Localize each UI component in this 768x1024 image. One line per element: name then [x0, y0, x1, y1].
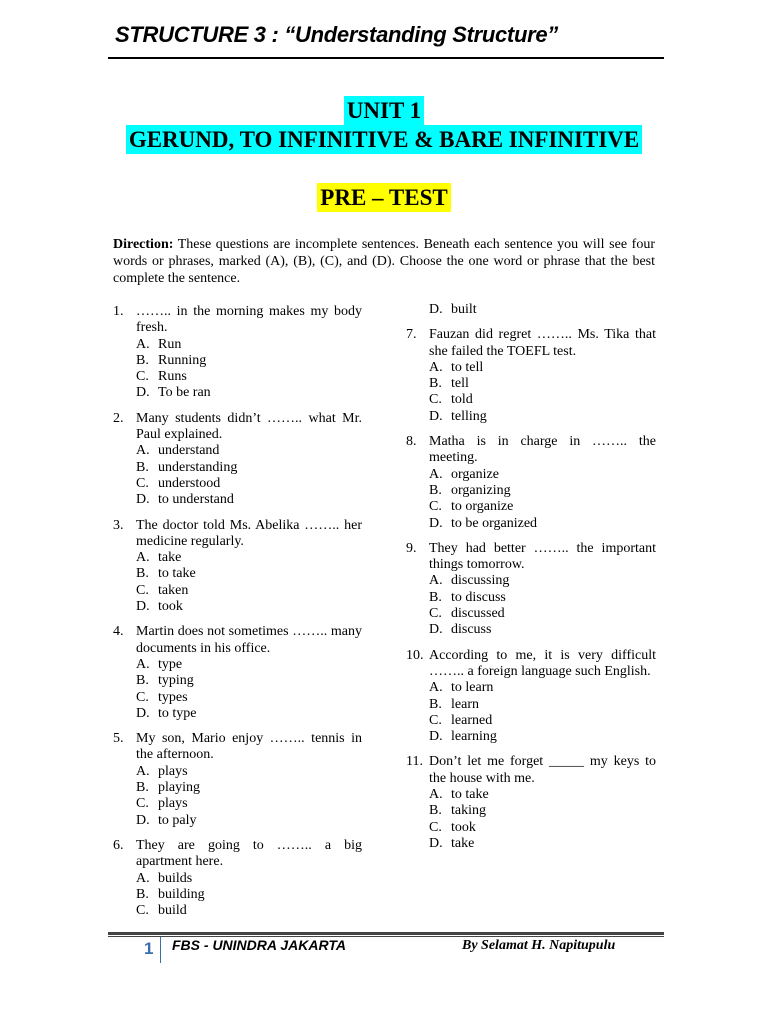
option-letter: B.	[136, 459, 149, 475]
option-text: playing	[158, 780, 200, 796]
option-text: told	[451, 392, 473, 408]
answer-option	[429, 360, 656, 376]
option-text: discussed	[451, 606, 505, 622]
option-text: organize	[451, 466, 499, 482]
option-letter: C.	[429, 499, 442, 515]
option-letter: B.	[429, 696, 442, 712]
answer-option	[136, 550, 362, 566]
option-letter: D.	[136, 812, 150, 828]
question-text: My son, Mario enjoy …….. tennis in the afternoon.	[136, 731, 362, 763]
option-text: plays	[158, 796, 188, 812]
option-letter: A.	[429, 466, 443, 482]
question-text: Martin does not sometimes …….. many documents in his office.	[136, 624, 362, 656]
option-text: build	[158, 903, 187, 919]
question-number: 11.	[406, 754, 423, 770]
document-header-title: STRUCTURE 3 : “Understanding Structure”	[115, 22, 558, 47]
question-number: 8.	[406, 434, 417, 450]
question-6-continued-options	[429, 302, 656, 318]
option-letter: A.	[136, 656, 150, 672]
answer-option	[429, 499, 656, 515]
option-letter: A.	[429, 573, 443, 589]
answer-option	[136, 369, 362, 385]
option-letter: B.	[429, 589, 442, 605]
answer-option	[136, 566, 362, 582]
option-letter: A.	[136, 336, 150, 352]
unit-number: UNIT 1	[344, 96, 424, 125]
answer-option	[429, 803, 656, 819]
option-letter: A.	[429, 359, 443, 375]
option-text: To be ran	[158, 385, 211, 401]
option-letter: D.	[429, 835, 443, 851]
option-letter: D.	[429, 729, 443, 745]
answer-option	[136, 492, 362, 508]
question-item	[406, 648, 656, 746]
answer-option	[136, 871, 362, 887]
option-text: to type	[158, 705, 197, 721]
answer-option	[136, 599, 362, 615]
answer-option	[429, 729, 656, 745]
option-text: building	[158, 886, 205, 902]
option-letter: C.	[429, 606, 442, 622]
option-text: discuss	[451, 622, 492, 638]
option-letter: B.	[136, 566, 149, 582]
question-number: 9.	[406, 540, 417, 556]
page-number-divider	[160, 937, 161, 963]
answer-option	[429, 409, 656, 425]
answer-option	[429, 483, 656, 499]
option-letter: D.	[429, 515, 443, 531]
page-number: 1	[144, 939, 154, 958]
answer-option	[136, 385, 362, 401]
option-text: took	[158, 599, 183, 615]
option-text: Runs	[158, 369, 187, 385]
answer-option	[429, 590, 656, 606]
question-number: 3.	[113, 517, 124, 533]
question-text: They had better …….. the important things tomorrow.	[429, 540, 656, 573]
answer-option	[429, 836, 656, 852]
answer-option	[136, 764, 362, 780]
question-item	[406, 434, 656, 532]
option-letter: A.	[429, 787, 443, 803]
option-text: types	[158, 689, 188, 705]
answer-option	[136, 583, 362, 599]
answer-option	[429, 622, 656, 638]
question-text: According to me, it is very difficult …….. a foreign language such English.	[429, 647, 656, 679]
option-letter: D.	[136, 492, 150, 508]
answer-option	[429, 376, 656, 392]
option-text: to be organized	[451, 515, 538, 531]
option-letter: C.	[429, 392, 442, 408]
answer-option	[136, 903, 362, 919]
question-item	[406, 754, 656, 852]
answer-option	[136, 673, 362, 689]
answer-option	[429, 713, 656, 729]
option-letter: A.	[429, 680, 443, 696]
answer-option	[136, 706, 362, 722]
answer-option	[136, 796, 362, 812]
footer-institution: FBS - UNINDRA JAKARTA	[172, 937, 346, 953]
question-item	[113, 838, 362, 919]
option-letter: D.	[429, 302, 443, 317]
option-letter: A.	[136, 443, 150, 459]
option-letter: B.	[429, 803, 442, 819]
option-text: builds	[158, 870, 193, 886]
questions-column-left	[113, 304, 362, 928]
question-text: …….. in the morning makes my body fresh.	[136, 304, 362, 336]
question-item	[113, 411, 362, 509]
answer-option	[429, 697, 656, 713]
answer-option	[429, 392, 656, 408]
option-letter: A.	[136, 550, 150, 566]
answer-option	[136, 443, 362, 459]
option-letter: B.	[429, 376, 442, 392]
option-text: Run	[158, 336, 182, 352]
option-text: understanding	[158, 459, 238, 475]
option-letter: D.	[136, 599, 150, 615]
option-text: understand	[158, 443, 220, 459]
answer-option	[429, 680, 656, 696]
question-item	[113, 731, 362, 829]
answer-option	[136, 887, 362, 903]
option-text: to learn	[451, 680, 494, 696]
answer-option	[136, 353, 362, 369]
answer-option	[136, 337, 362, 353]
option-text: Running	[158, 352, 207, 368]
direction-label: Direction:	[113, 237, 174, 252]
option-text: to take	[158, 566, 196, 582]
question-number: 4.	[113, 624, 124, 640]
question-text: Many students didn’t …….. what Mr. Paul explained.	[136, 410, 362, 443]
question-text: They are going to …….. a big apartment here.	[136, 837, 362, 870]
answer-option	[136, 476, 362, 492]
option-text: taking	[451, 803, 486, 819]
unit-heading	[0, 96, 768, 154]
answer-option	[429, 573, 656, 589]
option-letter: B.	[136, 673, 149, 689]
direction-paragraph	[113, 236, 655, 287]
question-number: 2.	[113, 410, 124, 426]
question-text: Don’t let me forget _____ my keys to the house with me.	[429, 754, 656, 786]
option-letter: C.	[136, 903, 149, 919]
pretest-heading-wrap	[0, 183, 768, 212]
answer-option	[429, 467, 656, 483]
question-number: 6.	[113, 837, 124, 853]
option-text: plays	[158, 763, 188, 779]
option-text: to understand	[158, 492, 234, 508]
answer-option	[136, 813, 362, 829]
option-letter: C.	[429, 819, 442, 835]
answer-option	[136, 657, 362, 673]
answer-option	[136, 780, 362, 796]
option-letter: D.	[136, 705, 150, 721]
option-text: learning	[451, 729, 497, 745]
option-text: discussing	[451, 573, 510, 589]
question-text: Fauzan did regret …….. Ms. Tika that she failed the TOEFL test.	[429, 327, 656, 359]
option-letter: D.	[429, 408, 443, 424]
footer-author: By Selamat H. Napitupulu	[462, 938, 616, 953]
header-rule	[108, 57, 664, 59]
option-letter: C.	[136, 582, 149, 598]
option-text: learned	[451, 712, 493, 728]
option-letter: A.	[136, 870, 150, 886]
option-text: taken	[158, 582, 189, 598]
question-number: 1.	[113, 304, 124, 319]
option-text: typing	[158, 673, 194, 689]
question-item	[113, 624, 362, 722]
option-letter: B.	[136, 780, 149, 796]
option-letter: C.	[429, 712, 442, 728]
answer-option	[136, 690, 362, 706]
option-letter: B.	[429, 482, 442, 498]
option-text: to paly	[158, 812, 197, 828]
option-text: to discuss	[451, 589, 506, 605]
unit-title: GERUND, TO INFINITIVE & BARE INFINITIVE	[126, 125, 642, 154]
option-text: took	[451, 819, 476, 835]
question-number: 5.	[113, 731, 124, 747]
question-number: 10.	[406, 647, 424, 663]
option-text: to organize	[451, 499, 514, 515]
question-text: The doctor told Ms. Abelika …….. her medicine regularly.	[136, 517, 362, 549]
option-text: take	[158, 550, 182, 566]
option-text: built	[451, 302, 477, 317]
option-letter: C.	[136, 475, 149, 491]
option-letter: B.	[136, 352, 149, 368]
answer-option	[429, 820, 656, 836]
option-letter: C.	[136, 369, 149, 385]
option-text: organizing	[451, 482, 511, 498]
answer-option	[429, 516, 656, 532]
question-number: 7.	[406, 327, 417, 343]
option-text: to take	[451, 787, 489, 803]
option-text: to tell	[451, 359, 484, 375]
question-item	[406, 541, 656, 639]
direction-text: These questions are incomplete sentences. Beneath each sentence you will see four words or phrases, marked (A), (B), (C), and (D). Choose the one word or phrase that the best complete the sentence.	[113, 237, 655, 286]
answer-option	[136, 460, 362, 476]
question-item	[113, 518, 362, 616]
option-text: learn	[451, 696, 479, 712]
questions-column-right	[406, 302, 656, 861]
option-letter: C.	[136, 796, 149, 812]
option-text: type	[158, 656, 183, 672]
option-letter: D.	[429, 622, 443, 638]
option-text: tell	[451, 376, 469, 392]
footer-rule	[108, 932, 664, 935]
option-letter: B.	[136, 886, 149, 902]
question-item	[406, 327, 656, 425]
option-text: understood	[158, 475, 221, 491]
option-letter: C.	[136, 689, 149, 705]
answer-option	[429, 787, 656, 803]
option-letter: A.	[136, 763, 150, 779]
question-item	[113, 304, 362, 402]
answer-option	[429, 606, 656, 622]
question-text: Matha is in charge in …….. the meeting.	[429, 434, 656, 466]
option-letter: D.	[136, 385, 150, 401]
answer-option	[429, 302, 656, 318]
option-text: telling	[451, 408, 487, 424]
pretest-heading: PRE – TEST	[317, 183, 450, 212]
option-text: take	[451, 835, 475, 851]
